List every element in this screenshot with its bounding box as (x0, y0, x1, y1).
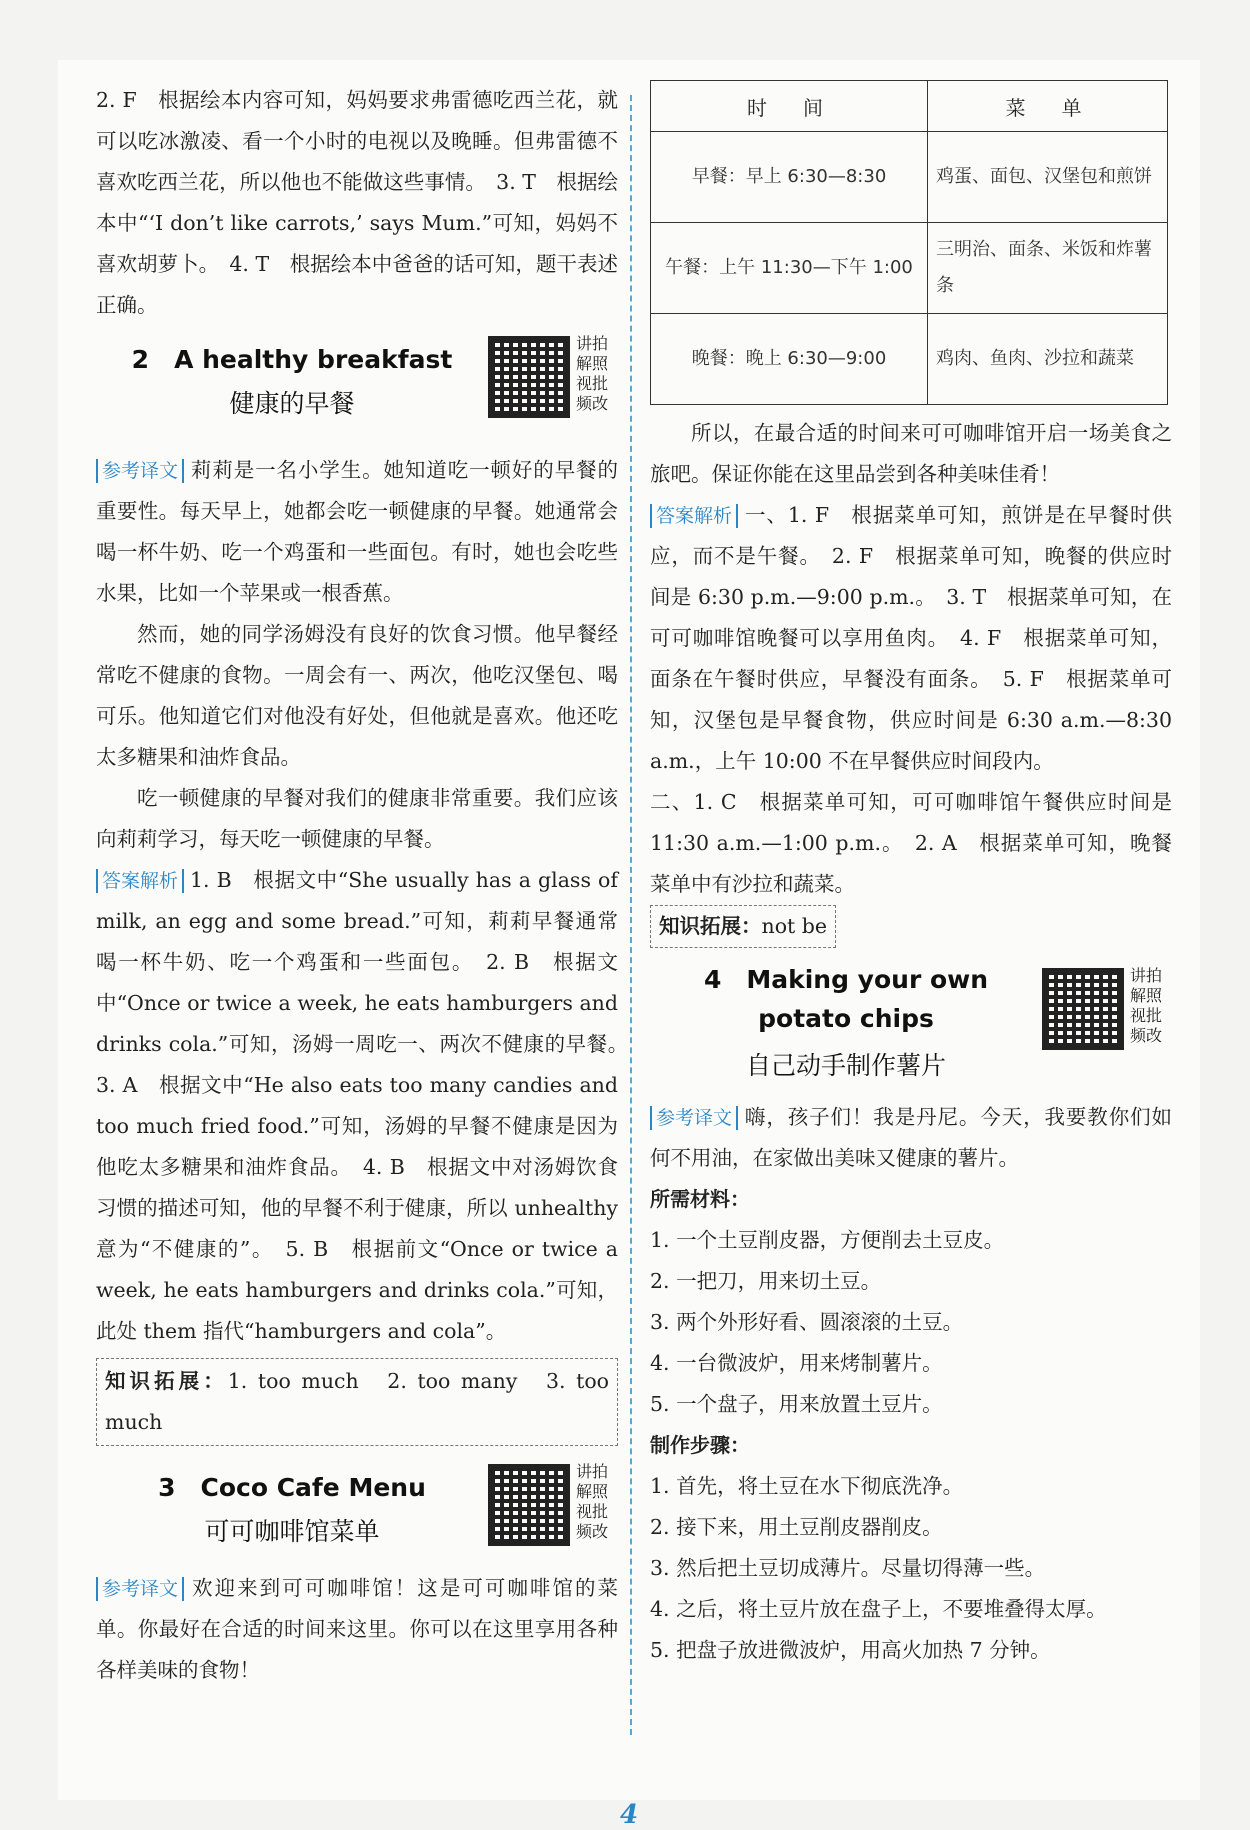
section-3-header (96, 1460, 618, 1560)
intro-answers: 2. F 根据绘本内容可知，妈妈要求弗雷德吃西兰花，就可以吃冰激凌、看一个小时的电视以及晚睡。但弗雷德不喜欢吃西兰花，所以他也不能做这些事情。 3. T 根据绘本中“‘I don’t like carrots,’ says Mum.”可知，妈妈不喜欢胡萝卜。 4. T 根据绘本中爸爸的话可知，题干表述正确。 (96, 88, 618, 317)
section-3-answers-2: 二、1. C 根据菜单可知，可可咖啡馆午餐供应时间是 11:30 a.m.—1:00 p.m.。 2. A 根据菜单可知，晚餐菜单中有沙拉和蔬菜。 (650, 790, 1172, 896)
section-2-answers: 答案解析 1. B 根据文中“She usually has a glass of milk, an egg and some bread.”可知，莉莉早餐通常喝一杯牛奶、吃一个鸡蛋和一些面包。 2. B 根据文中“Once or twice a week, he eats hamburgers and drinks cola.”可知，汤姆一周吃一、两次不健康的早餐。 3. A 根据文中“He also eats too many candies and too much fried food.”可知，汤姆的早餐不健康是因为他吃太多糖果和油炸食品。 4. B 根据文中对汤姆饮食习惯的描述可知，他的早餐不利于健康，所以 unhealthy 意为“不健康的”。 5. B 根据前文“Once or twice a week, he eats hamburgers and drinks cola.”可知，此处 them 指代“hamburgers and cola”。 (96, 868, 639, 1343)
section-4-header (650, 954, 1172, 1089)
section-3-knowledge-ext: 知识拓展：not be (650, 905, 1172, 948)
list-item: 2. 一把刀，用来切土豆。 (650, 1269, 882, 1293)
qr-code-icon[interactable] (1042, 968, 1124, 1050)
qr-note: 讲拍解照视批频改 (1130, 966, 1163, 1045)
list-item: 3. 然后把土豆切成薄片。尽量切得薄一些。 (650, 1556, 1046, 1580)
ans-label: 答案解析 (96, 869, 184, 893)
left-column (96, 60, 639, 1691)
section-4-title-en-1: 4 Making your own (703, 965, 989, 994)
ref-label: 参考译文 (650, 1106, 738, 1130)
table-row: 晚餐：晚上 6:30—9:00 鸡肉、鱼肉、沙拉和蔬菜 (651, 314, 1168, 405)
list-item: 1. 一个土豆削皮器，方便削去土豆皮。 (650, 1228, 1005, 1252)
list-item: 4. 之后，将土豆片放在盘子上，不要堆叠得太厚。 (650, 1597, 1107, 1621)
section-3-ref: 参考译文 欢迎来到可可咖啡馆！这是可可咖啡馆的菜单。你最好在合适的时间来这里。你可以在这里享用各种各样美味的食物！ (96, 1576, 618, 1682)
table-row: 午餐：上午 11:30—下午 1:00 三明治、面条、米饭和炸薯条 (651, 223, 1168, 314)
section-4-ref: 参考译文 嗨，孩子们！我是丹尼。今天，我要教你们如何不用油，在家做出美味又健康的薯片。 (650, 1105, 1172, 1170)
list-item: 4. 一台微波炉，用来烤制薯片。 (650, 1351, 943, 1375)
qr-note: 讲拍解照视批频改 (576, 1462, 609, 1541)
section-3-answers-1: 答案解析 一、1. F 根据菜单可知，煎饼是在早餐时供应，而不是午餐。 2. F 根据菜单可知，晚餐的供应时间是 6:30 p.m.—9:00 p.m.。 3. T 根据菜单可知，在可可咖啡馆晚餐可以享用鱼肉。 4. F 根据菜单可知，面条在午餐时供应，早餐没有面条。 5. F 根据菜单可知，汉堡包是早餐食物，供应时间是 6:30 a.m.—8:30 a.m.，上午 10:00 不在早餐供应时间段内。 (650, 503, 1172, 773)
list-item: 2. 接下来，用土豆削皮器削皮。 (650, 1515, 943, 1539)
steps-heading: 制作步骤： (650, 1433, 750, 1457)
ext-title: 知识拓展： (105, 1369, 228, 1393)
list-item: 5. 把盘子放进微波炉，用高火加热 7 分钟。 (650, 1638, 1051, 1662)
page-number: 4 (619, 1800, 639, 1830)
list-item: 3. 两个外形好看、圆滚滚的土豆。 (650, 1310, 964, 1334)
qr-code-icon[interactable] (488, 1464, 570, 1546)
ref-label: 参考译文 (96, 459, 184, 483)
section-3-title-en: 3 Coco Cafe Menu (158, 1473, 426, 1502)
column-divider (630, 95, 632, 1735)
materials-heading: 所需材料： (650, 1187, 750, 1211)
section-4-title-en-2: potato chips (758, 1004, 934, 1033)
section-2-knowledge-ext (96, 1358, 618, 1446)
section-4-title-zh: 自己动手制作薯片 (745, 1051, 946, 1080)
section-2-title-en: 2 A healthy breakfast (131, 345, 453, 374)
ans-label: 答案解析 (650, 504, 738, 528)
list-item: 5. 一个盘子，用来放置土豆片。 (650, 1392, 943, 1416)
after-table-text: 所以，在最合适的时间来可可咖啡馆开启一场美食之旅吧。保证你能在这里品尝到各种美味佳肴！ (650, 421, 1172, 486)
ref-label: 参考译文 (96, 1577, 184, 1601)
ext-text: 1. too much 2. too many 3. too much (105, 1369, 610, 1434)
table-header-menu: 菜 单 (928, 81, 1168, 132)
section-2-title-zh: 健康的早餐 (229, 389, 355, 418)
section-2-ref-p2: 然而，她的同学汤姆没有良好的饮食习惯。他早餐经常吃不健康的食物。一周会有一、两次，他吃汉堡包、喝可乐。他知道它们对他没有好处，但他就是喜欢。他还吃太多糖果和油炸食品。 (96, 622, 618, 769)
table-row: 早餐：早上 6:30—8:30 鸡蛋、面包、汉堡包和煎饼 (651, 132, 1168, 223)
right-column (650, 80, 1172, 1671)
section-2-ref-p1: 参考译文 莉莉是一名小学生。她知道吃一顿好的早餐的重要性。每天早上，她都会吃一顿健康的早餐。她通常会喝一杯牛奶、吃一个鸡蛋和一些面包。有时，她也会吃些水果，比如一个苹果或一根香蕉。 (96, 458, 618, 605)
table-header-time: 时 间 (651, 81, 928, 132)
page (58, 60, 1200, 1830)
qr-note: 讲拍解照视批频改 (576, 334, 609, 413)
qr-code-icon[interactable] (488, 336, 570, 418)
section-2-ref-p3: 吃一顿健康的早餐对我们的健康非常重要。我们应该向莉莉学习，每天吃一顿健康的早餐。 (96, 786, 618, 851)
menu-table (650, 80, 1168, 405)
section-3-title-zh: 可可咖啡馆菜单 (204, 1517, 380, 1546)
list-item: 1. 首先，将土豆在水下彻底洗净。 (650, 1474, 964, 1498)
section-2-header (96, 332, 618, 442)
